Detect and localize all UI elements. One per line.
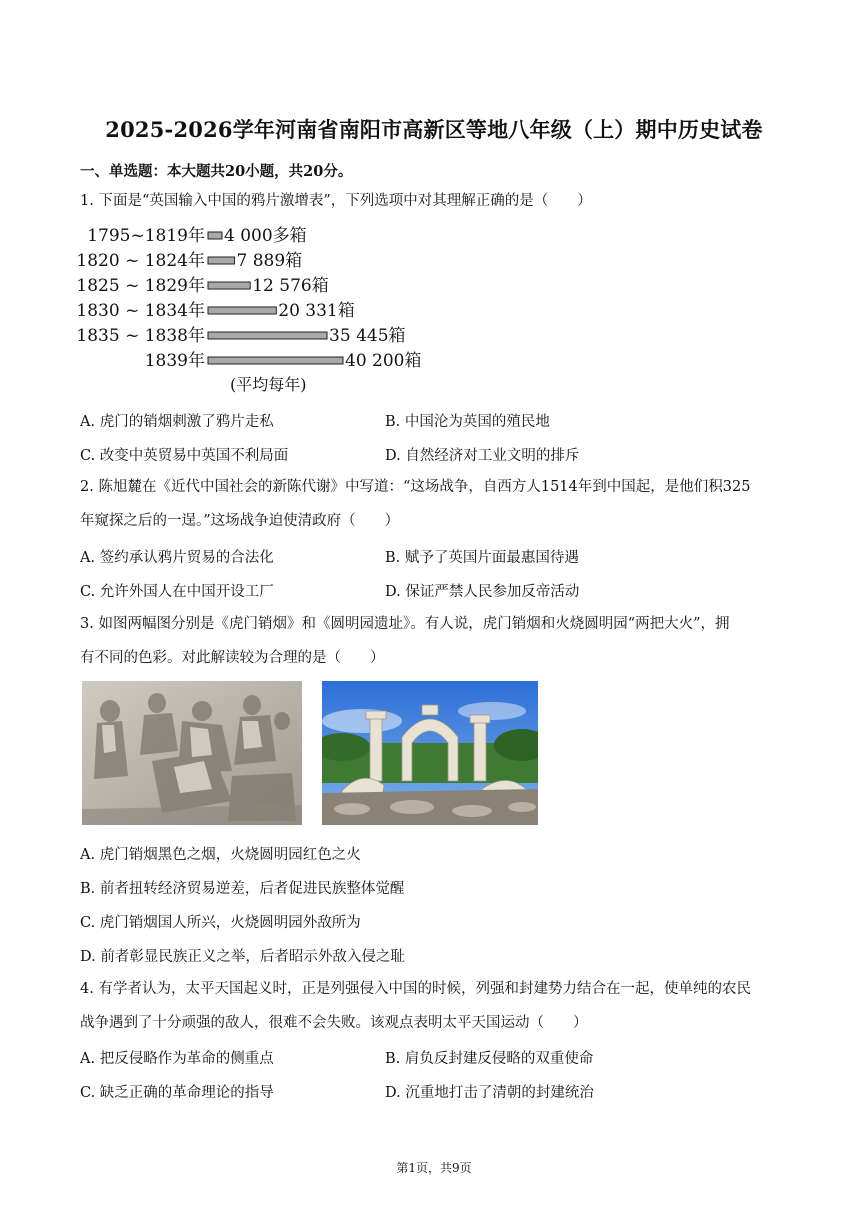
q3-option-c[interactable]: C. 虎门销烟国人所兴，火烧圆明园外敌所为 — [80, 915, 361, 931]
q4-option-a[interactable]: A. 把反侵略作为革命的侧重点 — [80, 1051, 274, 1067]
q4-option-b[interactable]: B. 肩负反封建反侵略的双重使命 — [385, 1051, 594, 1067]
chart-bar — [208, 332, 327, 339]
q1-option-d[interactable]: D. 自然经济对工业文明的排斥 — [385, 448, 580, 464]
q1-option-a[interactable]: A. 虎门的销烟刺激了鸦片走私 — [80, 414, 274, 430]
chart-category-label: 1835 ~ 1838年 — [78, 326, 205, 346]
q2-stem-line1: 2. 陈旭麓在《近代中国社会的新陈代谢》中写道：“这场战争，自西方人1514年到中国起，是他们积325 — [80, 479, 751, 495]
chart-category-label: 1825 ~ 1829年 — [78, 276, 205, 296]
q2-option-c[interactable]: C. 允许外国人在中国开设工厂 — [80, 584, 274, 600]
q1-option-b[interactable]: B. 中国沦为英国的殖民地 — [385, 414, 550, 430]
q2-option-d[interactable]: D. 保证严禁人民参加反帝活动 — [385, 584, 580, 600]
q4-option-c[interactable]: C. 缺乏正确的革命理论的指导 — [80, 1085, 274, 1101]
q3-option-a[interactable]: A. 虎门销烟黑色之烟，火烧圆明园红色之火 — [80, 847, 361, 863]
chart-value-label: 12 576箱 — [252, 276, 329, 296]
page-footer: 第1页，共9页 — [396, 1161, 472, 1175]
page-title: 2025-2026学年河南省南阳市高新区等地八年级（上）期中历史试卷 — [105, 117, 763, 142]
chart-bar — [208, 232, 222, 239]
chart-value-label: 7 889箱 — [236, 251, 303, 271]
chart-value-label: 4 000多箱 — [224, 226, 307, 246]
chart-value-label: 40 200箱 — [345, 351, 422, 371]
section-heading: 一、单选题：本大题共20小题，共20分。 — [80, 163, 353, 180]
q3-option-d[interactable]: D. 前者彰显民族正义之举，后者昭示外敌入侵之耻 — [80, 949, 405, 965]
chart-bar — [208, 257, 234, 264]
q3-stem-line1: 3. 如图两幅图分别是《虎门销烟》和《圆明园遗址》。有人说，虎门销烟和火烧圆明园“两把大火”，拥 — [80, 616, 730, 632]
q4-stem-line2: 战争遇到了十分顽强的敌人，很难不会失败。该观点表明太平天国运动（ ） — [80, 1015, 588, 1031]
q2-stem-line2: 年窥探之后的一逞。”这场战争迫使清政府（ ） — [80, 513, 400, 529]
opium-import-chart — [78, 222, 438, 397]
chart-category-label: 1839年 — [144, 351, 205, 371]
chart-category-label: 1795~1819年 — [87, 226, 205, 246]
q1-option-c[interactable]: C. 改变中英贸易中英国不利局面 — [80, 448, 289, 464]
chart-bar — [208, 307, 276, 314]
q3-stem-line2: 有不同的色彩。对此解读较为合理的是（ ） — [80, 650, 385, 666]
chart-value-label: 20 331箱 — [278, 301, 355, 321]
chart-bar — [208, 357, 343, 364]
chart-note: (平均每年) — [230, 375, 307, 394]
q4-stem-line1: 4. 有学者认为，太平天国起义时，正是列强侵入中国的时候，列强和封建势力结合在一起，使单纯的农民 — [80, 981, 751, 997]
q1-stem: 1. 下面是“英国输入中国的鸦片激增表”，下列选项中对其理解正确的是（ ） — [80, 193, 592, 209]
q2-option-b[interactable]: B. 赋予了英国片面最惠国待遇 — [385, 550, 579, 566]
chart-category-label: 1830 ~ 1834年 — [78, 301, 205, 321]
humen-relief-image — [82, 681, 302, 825]
opium-chart-svg — [78, 222, 438, 397]
yuanmingyuan-ruins-image — [322, 681, 538, 825]
chart-category-label: 1820 ~ 1824年 — [78, 251, 205, 271]
chart-bar — [208, 282, 250, 289]
q3-option-b[interactable]: B. 前者扭转经济贸易逆差，后者促进民族整体觉醒 — [80, 881, 405, 897]
chart-value-label: 35 445箱 — [329, 326, 406, 346]
q4-option-d[interactable]: D. 沉重地打击了清朝的封建统治 — [385, 1085, 594, 1101]
q2-option-a[interactable]: A. 签约承认鸦片贸易的合法化 — [80, 550, 274, 566]
